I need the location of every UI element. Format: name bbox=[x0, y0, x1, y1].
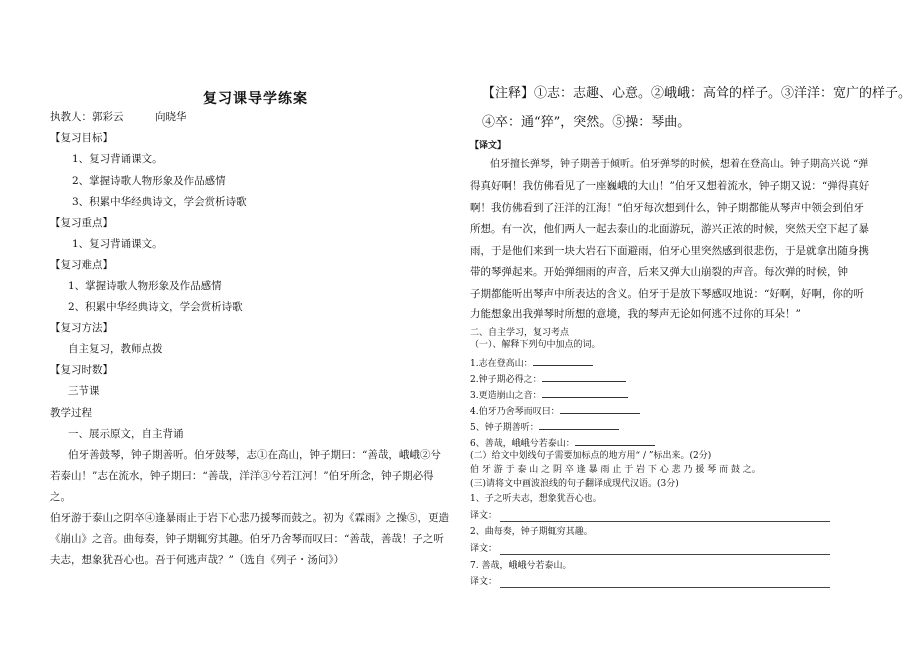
answer-label: 译文： bbox=[470, 577, 498, 587]
translation-line: 伯牙擅长弹琴，钟子期善于倾听。伯牙弹琴的时候，想着在登高山。钟子期高兴说 “弹 bbox=[490, 159, 869, 170]
goal-heading: 【复习目标】 bbox=[50, 132, 113, 144]
passage-line: 伯牙善鼓琴，钟子期善听。伯牙鼓琴，志①在高山，钟子期曰：“善哉，峨峨②兮 bbox=[68, 449, 441, 461]
process-heading: 教学过程 bbox=[50, 407, 92, 419]
answer-line bbox=[500, 587, 830, 588]
goal-item: 3、积累中华经典诗文，学会赏析诗歌 bbox=[72, 196, 247, 208]
question-heading: (三)请将文中画波浪线的句子翻译成现代汉语。(3分) bbox=[470, 479, 679, 489]
answer-line bbox=[500, 554, 830, 555]
difficulty-heading: 【复习难点】 bbox=[50, 259, 113, 271]
notes-line: 【注释】①志：志趣、心意。②峨峨：高耸的样子。③洋洋：宽广的样子。 bbox=[482, 86, 912, 101]
translation-line: 啊！我仿佛看到了汪洋的江海！”伯牙每次想到什么，钟子期都能从琴声中领会到伯牙 bbox=[470, 202, 864, 214]
question-item: 1、子之听夫志，想象犹吾心也。 bbox=[470, 494, 602, 504]
translation-line: 得真好啊！我仿佛看见了一座巍峨的大山！”伯牙又想着流水，钟子期又说：“弹得真好 bbox=[470, 180, 870, 192]
page-title: 复习课导学练案 bbox=[203, 91, 308, 107]
translation-heading: 【译文】 bbox=[470, 141, 507, 151]
question-item: 2、曲每奏，钟子期辄穷其趣。 bbox=[470, 527, 593, 537]
passage-line: 若泰山！”志在流水，钟子期曰：“善哉，洋洋③兮若江河！”伯牙所念，钟子期必得 bbox=[50, 470, 434, 482]
translation-line: 子期都能听出琴声中所表达的含义。伯牙于是放下琴感叹地说：“好啊，好啊，你的听 bbox=[470, 288, 864, 300]
time-heading: 【复习时数】 bbox=[50, 364, 113, 376]
translation-line: 力能想象出我弹琴时所想的意境，我的琴声无论如何逃不过你的耳朵！” bbox=[470, 308, 801, 320]
time-text: 三节课 bbox=[68, 385, 100, 397]
question-item: 5、钟子期善听： bbox=[470, 420, 619, 433]
answer-label: 译文： bbox=[470, 544, 498, 554]
teachers-line: 执教人：郭彩云 向晓华 bbox=[50, 111, 187, 123]
question-item: 1.志在登高山： bbox=[470, 356, 593, 369]
question-item: 2.钟子期必得之： bbox=[470, 372, 626, 385]
question-item: 4.伯牙乃舍琴而叹曰： bbox=[470, 404, 640, 417]
answer-label: 译文： bbox=[470, 511, 498, 521]
difficulty-item: 2、积累中华经典诗文，学会赏析诗歌 bbox=[68, 301, 243, 313]
translation-line: 雨，于是他们来到一块大岩石下面避雨，伯牙心里突然感到很悲伤，于是就拿出随身携 bbox=[470, 245, 869, 257]
section-heading: 二、自主学习，复习考点 bbox=[470, 328, 570, 338]
passage-line: 伯牙游于泰山之阴卒④逢暴雨止于岩下心悲乃援琴而鼓之。初为《霖雨》之操⑤，更造 bbox=[50, 512, 449, 524]
question-heading: （一）、解释下列句中加点的词。 bbox=[470, 340, 601, 350]
question-item: 6、善哉，峨峨兮若泰山： bbox=[470, 436, 655, 449]
goal-item: 2、掌握诗歌人物形象及作品感情 bbox=[72, 175, 226, 187]
notes-line: ④卒：通“猝”，突然。⑤操：琴曲。 bbox=[482, 115, 691, 130]
focus-item: 1、复习背诵课文。 bbox=[72, 238, 163, 250]
passage-line: 夫志，想象犹吾心也。吾于何逃声哉？”（选自《列子・汤问》） bbox=[50, 554, 345, 566]
answer-line bbox=[500, 521, 830, 522]
goal-item: 1、复习背诵课文。 bbox=[72, 153, 163, 165]
method-heading: 【复习方法】 bbox=[50, 322, 113, 334]
translation-line: 带的琴弹起来。开始弹细雨的声音，后来又弹大山崩裂的声音。每次弹的时候，钟 bbox=[470, 266, 848, 278]
passage-line: 《崩山》之音。曲每奏，钟子期辄穷其趣。伯牙乃舍琴而叹曰：“善哉，善哉！子之听 bbox=[50, 533, 444, 545]
passage-line: 之。 bbox=[50, 491, 71, 503]
question-sentence: 伯 牙 游 于 泰 山 之 阴 卒 逢 暴 雨 止 于 岩 下 心 悲 乃 援 琴 而 鼓 之。 bbox=[470, 465, 761, 475]
translation-line: 所想。有一次，他们两人一起去泰山的北面游玩，游兴正浓的时候，突然天空下起了暴 bbox=[470, 223, 869, 235]
question-heading: (二）给文中划线句子需要加标点的地方用“ / ”标出来。(2分) bbox=[470, 451, 712, 461]
difficulty-item: 1、掌握诗歌人物形象及作品感情 bbox=[68, 280, 222, 292]
step-heading: 一、展示原文，自主背诵 bbox=[68, 428, 184, 440]
question-item: 3.更造崩山之音： bbox=[470, 388, 628, 401]
focus-heading: 【复习重点】 bbox=[50, 217, 113, 229]
method-text: 自主复习，教师点拨 bbox=[68, 343, 163, 355]
question-item: 7. 善哉，峨峨兮若泰山。 bbox=[470, 561, 572, 571]
